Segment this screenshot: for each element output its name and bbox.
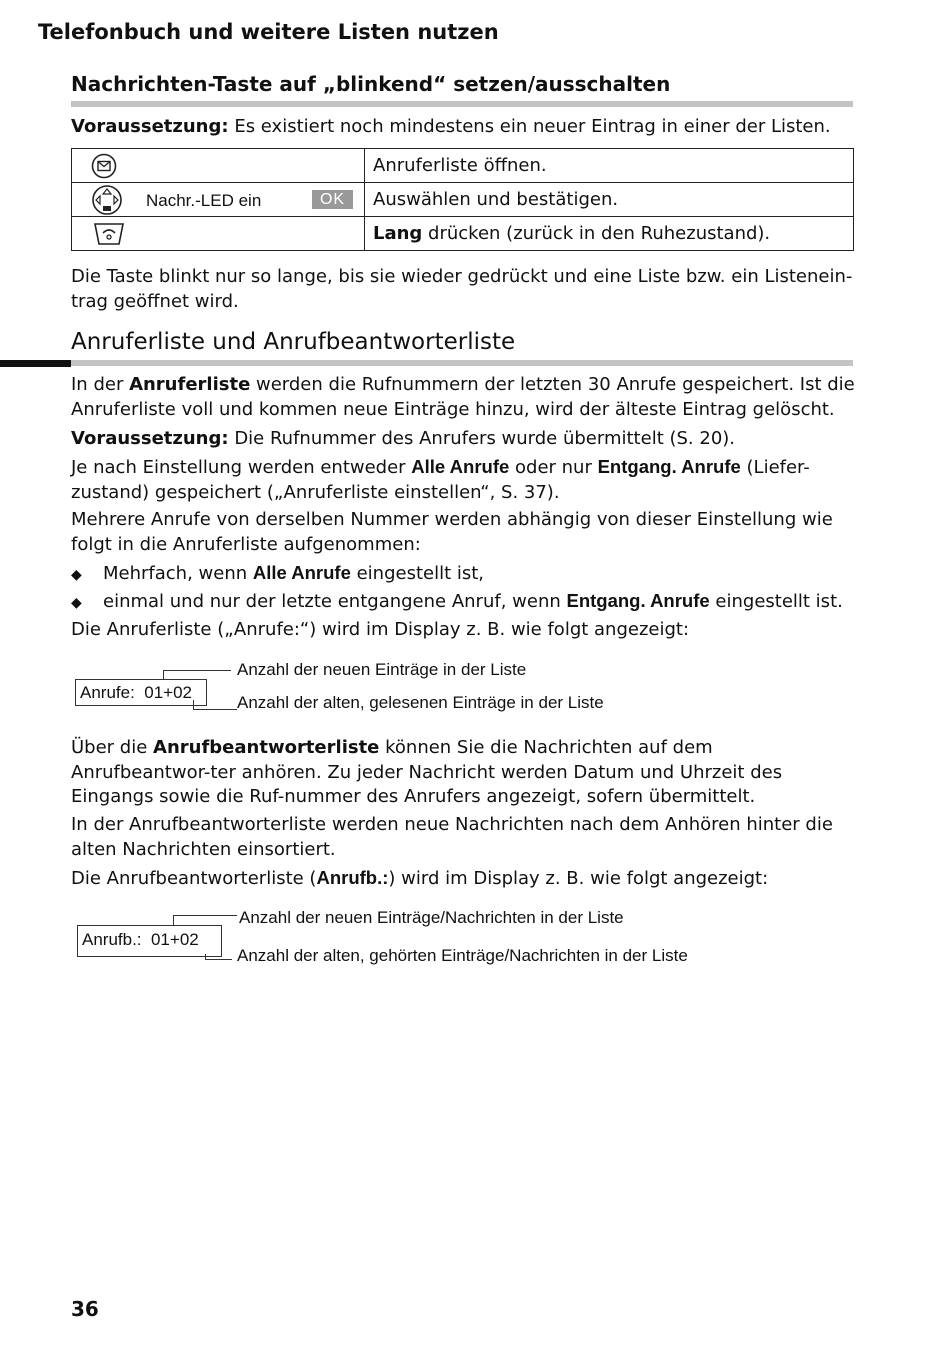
steps-table — [71, 148, 854, 251]
paragraph: In der Anrufbeantworterliste werden neue Nachrichten nach dem Anhören hinter die alten Nachrichten einsortiert. — [71, 814, 833, 860]
callout-new-entries: Anzahl der neuen Einträge in der Liste — [237, 660, 527, 679]
section-heading-lists: Anruferliste und Anrufbeantworterliste — [71, 329, 516, 355]
precondition-label: Voraussetzung: — [71, 116, 229, 137]
diamond-bullet-icon: ◆ — [71, 595, 82, 611]
page-number: 36 — [71, 1297, 99, 1321]
precondition-text: Es existiert noch mindestens ein neuer Eintrag in einer der Listen. — [228, 116, 831, 137]
paragraph: Die Anrufbeantworterliste (Anrufb.:) wird im Display z. B. wie folgt angezeigt: — [71, 867, 769, 889]
blink-note: Die Taste blinkt nur so lange, bis sie wieder gedrückt und eine Liste bzw. ein Listenein-trag geöffnet wird. — [71, 266, 853, 312]
callout-line — [163, 670, 164, 680]
callout-line — [173, 915, 174, 926]
callout-line — [193, 709, 237, 710]
step-description — [365, 217, 854, 251]
paragraph: Die Anruferliste („Anrufe:“) wird im Display z. B. wie folgt angezeigt: — [71, 619, 690, 640]
list-item: ◆ Mehrfach, wenn Alle Anrufe eingestellt ist, — [71, 561, 484, 587]
precondition: Voraussetzung: Die Rufnummer des Anrufers wurde übermittelt (S. 20). — [71, 428, 736, 449]
message-key-icon — [90, 153, 118, 179]
callout-new-messages: Anzahl der neuen Einträge/Nachrichten in der Liste — [239, 908, 624, 927]
step-description — [365, 149, 854, 183]
chapter-marker — [0, 360, 71, 367]
step-key-cell — [72, 149, 365, 183]
paragraph: Mehrere Anrufe von derselben Nummer werden abhängig von dieser Einstellung wie folgt in die Anruferliste aufgenommen: — [71, 509, 833, 555]
diamond-bullet-icon: ◆ — [71, 567, 82, 583]
step-row — [72, 217, 854, 251]
step-text: drücken (zurück in den Ruhezustand). — [422, 223, 771, 244]
paragraph: Über die Anrufbeantworterliste können Sie die Nachrichten auf dem Anrufbeantwor-ter anhören. Zu jeder Nachricht werden Datum und Uhrzeit des Eingangs sowie die Ruf-nummer des Anrufers angezeigt, sofern übermittelt. — [71, 737, 783, 807]
step-key-cell — [72, 183, 365, 217]
running-header: Telefonbuch und weitere Listen nutzen — [38, 20, 499, 44]
callout-line — [163, 670, 231, 671]
callout-line — [205, 959, 232, 960]
paragraph: Je nach Einstellung werden entweder Alle Anrufe oder nur Entgang. Anrufe (Liefer-zustand) gespeichert („Anruferliste einstellen“, S. 37). — [71, 456, 810, 503]
step-key-cell — [72, 217, 365, 251]
step-row — [72, 149, 854, 183]
step-description — [365, 183, 854, 217]
end-call-key-icon — [92, 221, 126, 247]
callout-old-messages: Anzahl der alten, gehörten Einträge/Nachrichten in der Liste — [237, 946, 688, 965]
callout-old-entries: Anzahl der alten, gelesenen Einträge in der Liste — [237, 693, 604, 712]
step-text: Auswählen und bestätigen. — [373, 189, 619, 210]
display-screen: Anrufe: 01+02 — [75, 679, 207, 706]
step-text-bold: Lang — [373, 223, 423, 244]
display-screen: Anrufb.: 01+02 — [77, 925, 222, 957]
callout-line — [173, 915, 237, 916]
step-row — [72, 183, 854, 217]
control-key-icon — [90, 184, 124, 216]
heading-rule — [71, 360, 853, 366]
heading-rule — [71, 101, 853, 107]
list-item: ◆ einmal und nur der letzte entgangene Anruf, wenn Entgang. Anrufe eingestellt ist. — [71, 589, 843, 615]
menu-entry-label: Nachr.-LED ein — [146, 191, 262, 210]
paragraph: In der Anruferliste werden die Rufnummern der letzten 30 Anrufe gespeichert. Ist die Anruferliste voll und kommen neue Einträge hinzu, wird der älteste Eintrag gelöscht. — [71, 374, 855, 420]
ok-softkey: OK — [312, 190, 353, 209]
precondition — [71, 115, 861, 140]
section-heading-message-key: Nachrichten-Taste auf „blinkend“ setzen/ausschalten — [71, 72, 671, 96]
step-text: Anruferliste öffnen. — [373, 155, 547, 176]
